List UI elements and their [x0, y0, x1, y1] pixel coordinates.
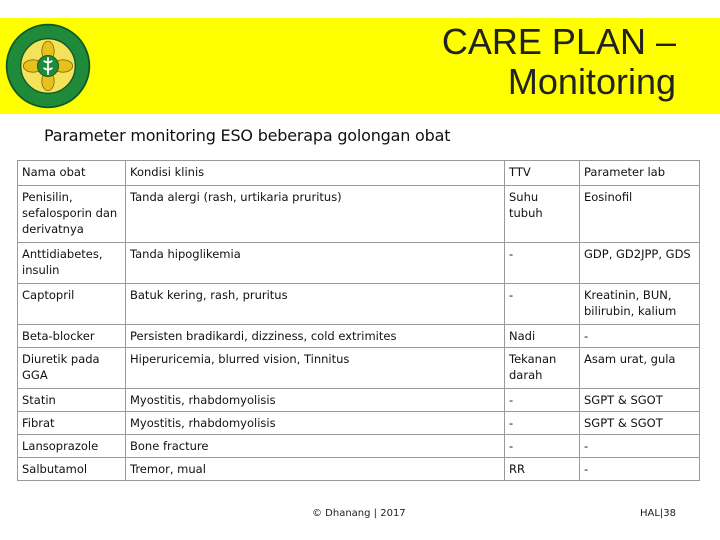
- cell-drug: Statin: [18, 389, 126, 412]
- cell-ttv: -: [505, 243, 580, 284]
- header-kondisi-klinis: Kondisi klinis: [126, 161, 505, 186]
- table-row: [18, 325, 700, 348]
- cell-drug: Anttidiabetes, insulin: [18, 243, 126, 284]
- title-line-2: Monitoring: [507, 61, 676, 102]
- title-line-1: CARE PLAN –: [441, 21, 676, 62]
- cell-ttv: -: [505, 435, 580, 458]
- institution-seal-icon: [4, 22, 92, 110]
- cell-lab: -: [580, 325, 700, 348]
- cell-ttv: -: [505, 389, 580, 412]
- table-header-row: [18, 161, 700, 186]
- cell-ttv: -: [505, 284, 580, 325]
- header-ttv: TTV: [505, 161, 580, 186]
- cell-lab: -: [580, 435, 700, 458]
- cell-ttv: -: [505, 412, 580, 435]
- cell-lab: Eosinofil: [580, 186, 700, 243]
- cell-drug: Salbutamol: [18, 458, 126, 481]
- table-row: [18, 458, 700, 481]
- cell-drug: Fibrat: [18, 412, 126, 435]
- cell-drug: Penisilin, sefalosporin dan derivatnya: [18, 186, 126, 243]
- cell-ttv: Nadi: [505, 325, 580, 348]
- header-nama-obat: Nama obat: [18, 161, 126, 186]
- cell-lab: SGPT & SGOT: [580, 412, 700, 435]
- cell-drug: Lansoprazole: [18, 435, 126, 458]
- table-row: [18, 186, 700, 243]
- table-row: [18, 412, 700, 435]
- cell-lab: Kreatinin, BUN, bilirubin, kalium: [580, 284, 700, 325]
- slide-subtitle: Parameter monitoring ESO beberapa golongan obat: [44, 126, 451, 145]
- cell-condition: Myostitis, rhabdomyolisis: [126, 412, 505, 435]
- table-row: [18, 243, 700, 284]
- table-row: [18, 284, 700, 325]
- cell-condition: Persisten bradikardi, dizziness, cold extrimites: [126, 325, 505, 348]
- cell-drug: Beta-blocker: [18, 325, 126, 348]
- cell-lab: GDP, GD2JPP, GDS: [580, 243, 700, 284]
- cell-condition: Batuk kering, rash, pruritus: [126, 284, 505, 325]
- cell-drug: Diuretik pada GGA: [18, 348, 126, 389]
- cell-condition: Bone fracture: [126, 435, 505, 458]
- table-row: [18, 348, 700, 389]
- cell-condition: Tanda hipoglikemia: [126, 243, 505, 284]
- cell-lab: -: [580, 458, 700, 481]
- table-row: [18, 435, 700, 458]
- cell-condition: Tremor, mual: [126, 458, 505, 481]
- table-row: [18, 389, 700, 412]
- cell-ttv: Suhu tubuh: [505, 186, 580, 243]
- footer-copyright: © Dhanang | 2017: [312, 508, 406, 519]
- cell-lab: Asam urat, gula: [580, 348, 700, 389]
- cell-ttv: RR: [505, 458, 580, 481]
- cell-drug: Captopril: [18, 284, 126, 325]
- cell-condition: Tanda alergi (rash, urtikaria pruritus): [126, 186, 505, 243]
- cell-ttv: Tekanan darah: [505, 348, 580, 389]
- cell-condition: Hiperuricemia, blurred vision, Tinnitus: [126, 348, 505, 389]
- cell-lab: SGPT & SGOT: [580, 389, 700, 412]
- slide-title: [442, 22, 676, 102]
- monitoring-table: [17, 160, 700, 481]
- cell-condition: Myostitis, rhabdomyolisis: [126, 389, 505, 412]
- footer-page-number: HAL|38: [640, 508, 677, 519]
- header-parameter-lab: Parameter lab: [580, 161, 700, 186]
